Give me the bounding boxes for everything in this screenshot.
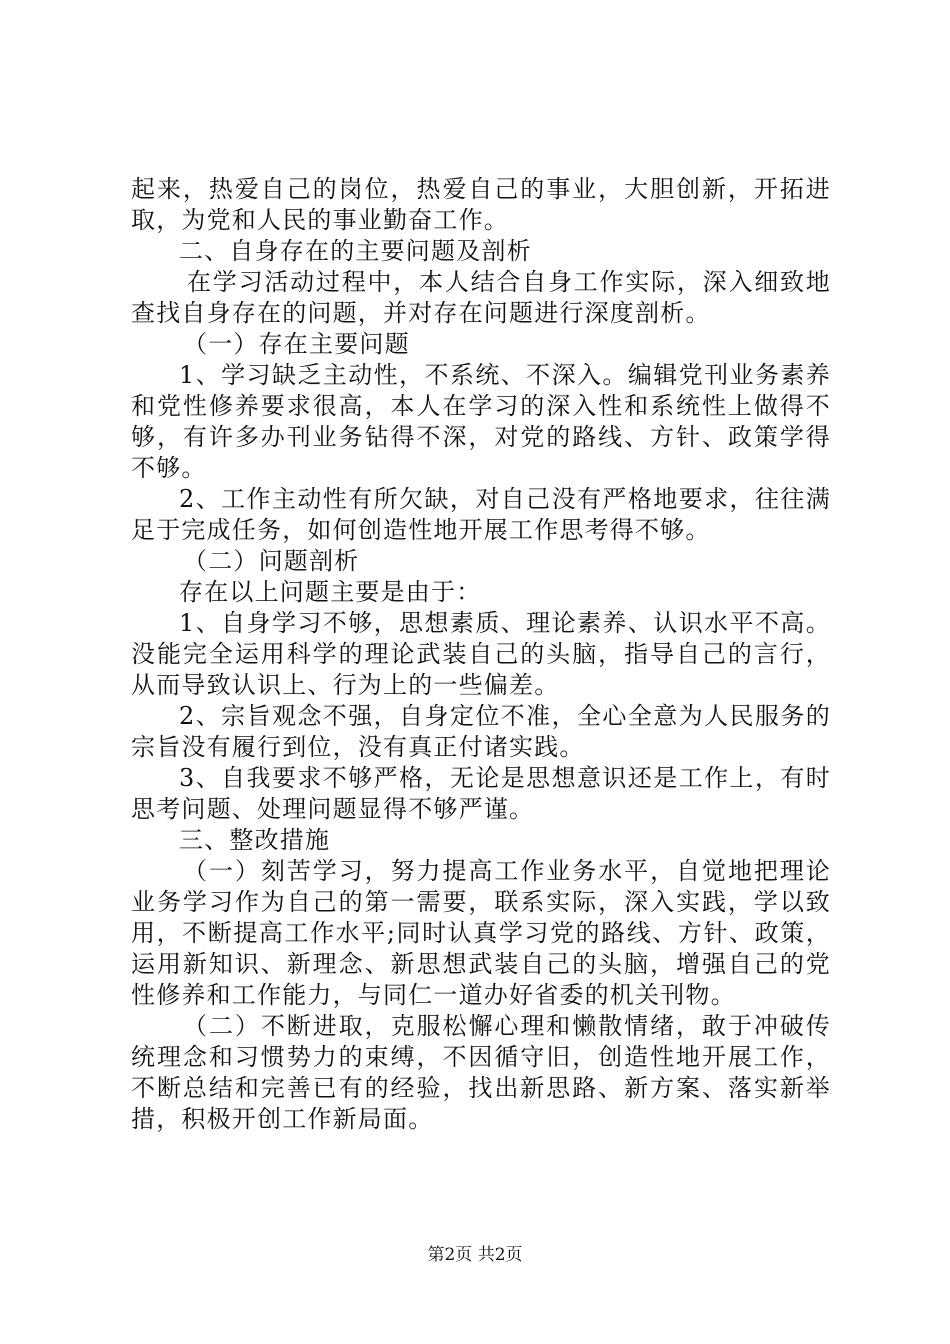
page-footer xyxy=(0,1244,950,1266)
document-body xyxy=(131,174,831,1135)
section-heading-3: 三、整改措施 xyxy=(179,826,331,854)
paragraph-problem-2: 2、工作主动性有所欠缺，对自己没有严格地要求，往往满足于完成任务，如何创造性地开展工作思考得不够。 xyxy=(131,485,831,544)
paragraph-measure-1: （一）刻苦学习，努力提高工作业务水平，自觉地把理论业务学习作为自己的第一需要，联系实际，深入实践，学以致用，不断提高工作水平;同时认真学习党的路线、方针、政策，运用新知识、新理念、新思想武装自己的头脑，增强自己的党性修养和工作能力，与同仁一道办好省委的机关刊物。 xyxy=(131,857,831,1009)
paragraph-cause-2: 2、宗旨观念不强，自身定位不准，全心全意为人民服务的宗旨没有履行到位，没有真正付诸实践。 xyxy=(131,702,831,761)
section-heading-2: 二、自身存在的主要问题及剖析 xyxy=(179,237,532,265)
subheading-problem-analysis: （二）问题剖析 xyxy=(183,547,360,575)
page-indicator: 第2页 共2页 xyxy=(427,1245,523,1265)
paragraph-continuation: 起来，热爱自己的岗位，热爱自己的事业，大胆创新，开拓进取，为党和人民的事业勤奋工作。 xyxy=(131,175,831,234)
paragraph-measure-2: （二）不断进取，克服松懈心理和懒散情绪，敢于冲破传统理念和习惯势力的束缚，不因循守旧，创造性地开展工作，不断总结和完善已有的经验，找出新思路、新方案、落实新举措，积极开创工作新局面。 xyxy=(131,1012,831,1133)
paragraph-intro: 在学习活动过程中，本人结合自身工作实际，深入细致地查找自身存在的问题，并对存在问题进行深度剖析。 xyxy=(131,268,831,327)
paragraph-cause-intro: 存在以上问题主要是由于： xyxy=(179,578,482,606)
paragraph-problem-1: 1、学习缺乏主动性，不系统、不深入。编辑党刊业务素养和党性修养要求很高，本人在学习的深入性和系统性上做得不够，有许多办刊业务钻得不深，对党的路线、方针、政策学得不够。 xyxy=(131,361,831,482)
paragraph-cause-1: 1、自身学习不够，思想素质、理论素养、认识水平不高。没能完全运用科学的理论武装自己的头脑，指导自己的言行，从而导致认识上、行为上的一些偏差。 xyxy=(131,609,831,699)
subheading-existing-problems: （一）存在主要问题 xyxy=(183,330,410,358)
paragraph-cause-3: 3、自我要求不够严格，无论是思想意识还是工作上，有时思考问题、处理问题显得不够严谨。 xyxy=(131,764,831,823)
